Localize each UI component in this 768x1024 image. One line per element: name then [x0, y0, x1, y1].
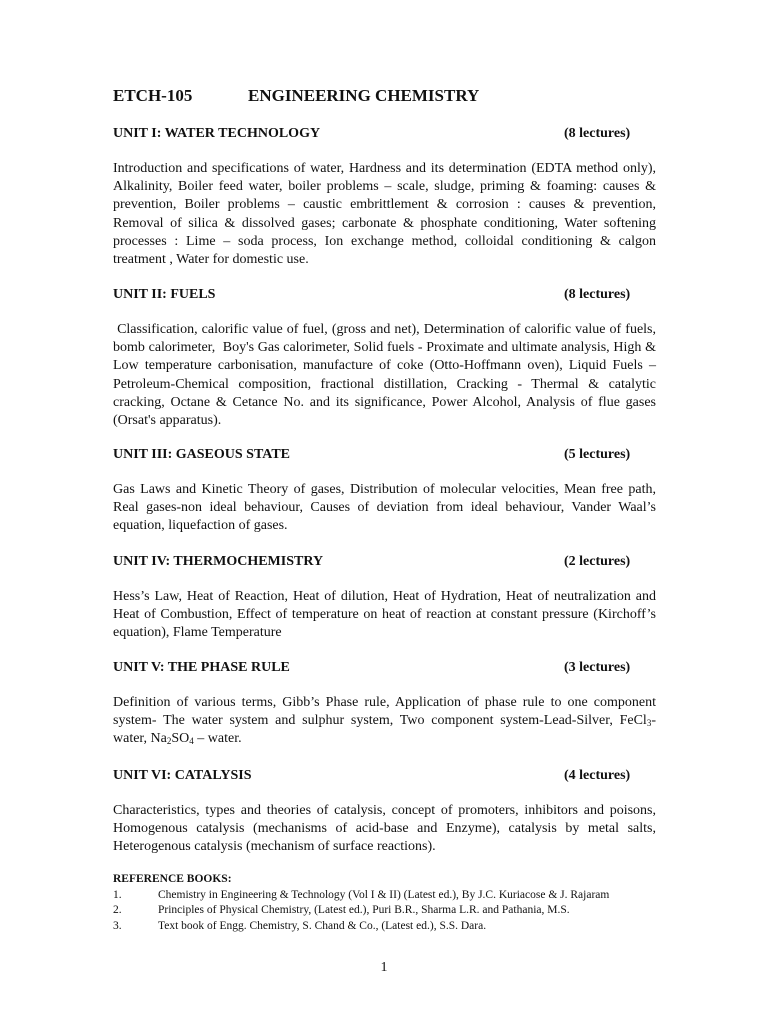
reference-number: 1. [113, 888, 122, 901]
unit-heading: UNIT II: FUELS [113, 287, 216, 302]
unit-heading-row [113, 287, 656, 307]
reference-text: Principles of Physical Chemistry, (Latest ed.), Puri B.R., Sharma L.R. and Pathania, M.S. [158, 904, 570, 916]
subscript: 2 [166, 736, 172, 747]
unit-description: Classification, calorific value of fuel, (gross and net), Determination of calorific value of fuels, bomb calorimeter, Boy's Gas calorimeter, Solid fuels - Proximate and ultimate analysis, High & Low temperature carbonisation, manufacture of coke (Otto-Hoffmann oven), Liquid Fuels – Petroleum-Chemical composition, fractional distillation, Cracking - Thermal & catalytic cracking, Octane & Cetance No. and its significance, Power Alcohol, Analysis of flue gases (Orsat's apparatus). [113, 322, 660, 429]
page-number: 1 [380, 960, 388, 975]
unit-3-section [113, 447, 656, 536]
unit-heading-row [113, 660, 656, 680]
unit-description: Introduction and specifications of water, Hardness and its determination (EDTA method only), Alkalinity, Boiler feed water, boiler problems – scale, sludge, priming & foaming: causes & prevention, Boiler problems – caustic embrittlement & corrosion : causes & prevention, Removal of silica & dissolved gases; carbonate & phosphate conditioning, Water softening processes : Lime – soda process, Ion exchange method, colloidal conditioning & calgon treatment , Water for domestic use. [113, 161, 656, 268]
reference-item [113, 888, 673, 904]
reference-number: 2. [113, 904, 122, 916]
unit-description [113, 694, 656, 749]
unit-lectures: (4 lectures) [564, 768, 631, 783]
unit-heading: UNIT III: GASEOUS STATE [113, 447, 291, 462]
unit-lectures: (5 lectures) [564, 447, 631, 462]
subscript: 4 [189, 736, 194, 747]
unit-text: – water. [193, 731, 242, 747]
reference-item [113, 919, 673, 935]
unit-description: Hess’s Law, Heat of Reaction, Heat of dilution, Heat of Hydration, Heat of neutralization and Heat of Combustion, Effect of temperature on heat of reaction at constant pressure (Kirchoff’s equation), Flame Temperature [113, 589, 656, 641]
reference-books [113, 872, 673, 934]
unit-text: SO [171, 731, 190, 747]
unit-text: - water, Na [113, 713, 656, 747]
unit-heading-row [113, 554, 656, 574]
subscript: 3 [646, 718, 652, 729]
unit-heading: UNIT V: THE PHASE RULE [113, 660, 290, 675]
unit-2-section [113, 287, 660, 430]
unit-heading-row [113, 126, 656, 146]
reference-text: Chemistry in Engineering & Technology (Vol I & II) (Latest ed.), By J.C. Kuriacose & J. Rajaram [158, 888, 610, 901]
unit-lectures: (8 lectures) [564, 287, 631, 302]
unit-lectures: (3 lectures) [564, 660, 631, 675]
unit-description: Gas Laws and Kinetic Theory of gases, Distribution of molecular velocities, Mean free path, Real gases-non ideal behaviour, Causes of deviation from ideal behaviour, Vander Waal’s equation, liquefaction of gases. [113, 482, 656, 534]
course-code: ETCH-105 [113, 86, 193, 105]
unit-5-section [113, 660, 656, 749]
unit-description: Characteristics, types and theories of catalysis, concept of promoters, inhibitors and poisons, Homogenous catalysis (mechanisms of acid-base and Enzyme), catalysis by metal salts, Heterogenous catalysis (mechanism of surface reactions). [113, 803, 656, 855]
unit-heading: UNIT VI: CATALYSIS [113, 768, 252, 783]
unit-heading-row [113, 447, 656, 467]
reference-text: Text book of Engg. Chemistry, S. Chand & Co., (Latest ed.), S.S. Dara. [158, 919, 487, 932]
unit-heading-row [113, 768, 656, 788]
unit-heading: UNIT I: WATER TECHNOLOGY [113, 126, 321, 141]
reference-number: 3. [113, 919, 122, 932]
course-title: ENGINEERING CHEMISTRY [248, 86, 480, 105]
unit-heading: UNIT IV: THERMOCHEMISTRY [113, 554, 324, 569]
unit-4-section [113, 554, 656, 643]
unit-text: Definition of various terms, Gibb’s Phase rule, Application of phase rule to one component system- The water system and sulphur system, Two component system-Lead-Silver, FeCl [113, 695, 656, 729]
unit-lectures: (8 lectures) [564, 126, 631, 141]
course-title-line [113, 86, 479, 106]
unit-1-section [113, 126, 656, 269]
unit-6-section [113, 768, 656, 857]
reference-heading: REFERENCE BOOKS: [113, 873, 232, 885]
unit-lectures: (2 lectures) [564, 554, 631, 569]
reference-item [113, 903, 673, 919]
